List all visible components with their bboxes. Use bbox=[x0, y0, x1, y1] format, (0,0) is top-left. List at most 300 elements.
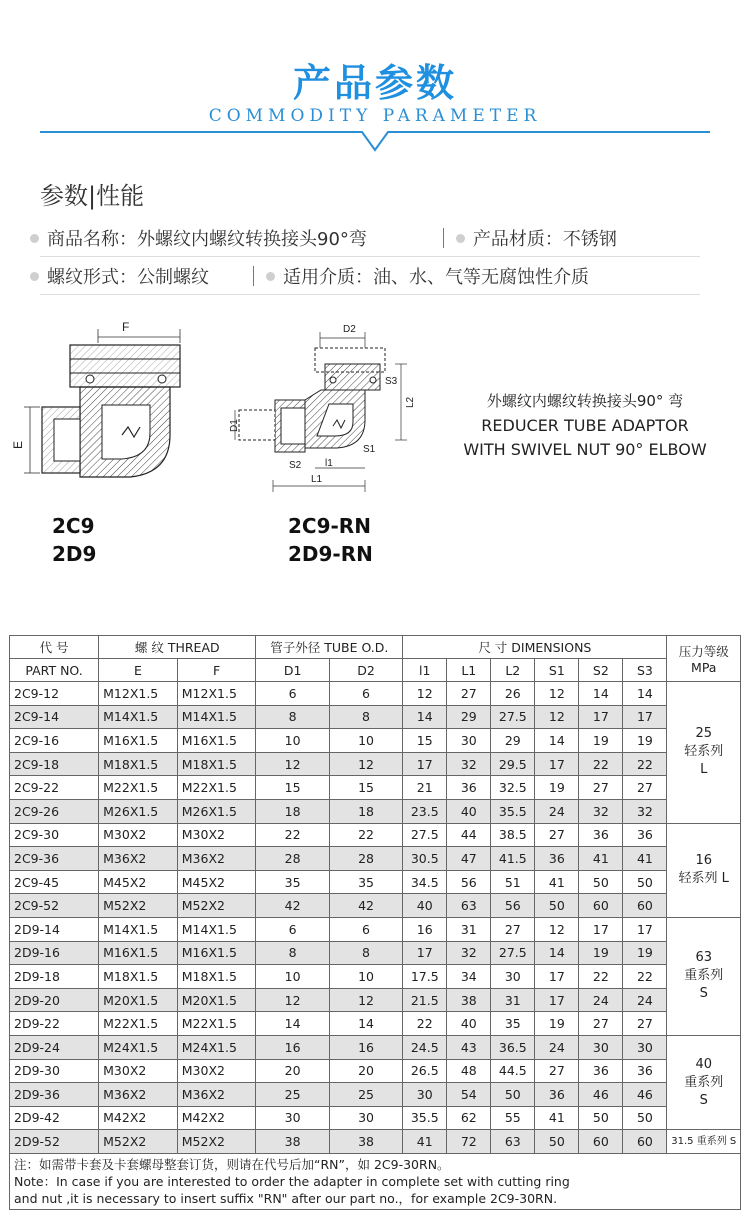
cell-thread-e: M22X1.5 bbox=[99, 776, 178, 800]
cell-part-no: 2D9-52 bbox=[10, 1130, 99, 1154]
pressure-value: 25 bbox=[695, 726, 713, 742]
cell-part-no: 2C9-45 bbox=[10, 870, 99, 894]
cell-dim-s1: 14 bbox=[535, 941, 579, 965]
table-row bbox=[10, 917, 741, 941]
cell-dim-l1: 27 bbox=[447, 682, 491, 706]
cell-dim-s3: 27 bbox=[623, 776, 667, 800]
cell-part-no: 2C9-16 bbox=[10, 729, 99, 753]
cell-tube-d2: 20 bbox=[329, 1059, 402, 1083]
cell-tube-d1: 25 bbox=[256, 1083, 329, 1107]
cell-tube-d2: 18 bbox=[329, 799, 402, 823]
cell-dim-l1: 72 bbox=[447, 1130, 491, 1154]
cell-dim-l1: 40 bbox=[447, 1012, 491, 1036]
cell-dim-s1: 41 bbox=[535, 1106, 579, 1130]
cell-thread-f: M30X2 bbox=[177, 823, 256, 847]
header-s2: S2 bbox=[579, 659, 623, 682]
cell-dim-l1: 44 bbox=[447, 823, 491, 847]
cell-tube-d2: 8 bbox=[329, 705, 402, 729]
cell-dim-l1: 30 bbox=[447, 729, 491, 753]
cell-dim-l1: 62 bbox=[447, 1106, 491, 1130]
cell-dim-l1-small: 16 bbox=[403, 917, 447, 941]
cell-dim-l1-small: 14 bbox=[403, 705, 447, 729]
cell-dim-s1: 12 bbox=[535, 917, 579, 941]
label-s3: S3 bbox=[385, 376, 398, 387]
cell-tube-d2: 10 bbox=[329, 965, 402, 989]
adaptor-name-cn: 外螺纹内螺纹转换接头90° 弯 bbox=[486, 392, 684, 410]
cell-tube-d2: 16 bbox=[329, 1035, 402, 1059]
divider bbox=[443, 228, 444, 248]
cell-part-no: 2C9-12 bbox=[10, 682, 99, 706]
cell-part-no: 2C9-52 bbox=[10, 894, 99, 918]
cell-dim-s1: 12 bbox=[535, 682, 579, 706]
table-row bbox=[10, 941, 741, 965]
adaptor-name-en-line1: REDUCER TUBE ADAPTOR bbox=[481, 416, 689, 435]
cell-dim-l2: 55 bbox=[491, 1106, 535, 1130]
cell-dim-s2: 27 bbox=[579, 776, 623, 800]
pressure-group bbox=[667, 917, 741, 1035]
cell-thread-e: M16X1.5 bbox=[99, 729, 178, 753]
table-row bbox=[10, 1012, 741, 1036]
cell-dim-s2: 41 bbox=[579, 847, 623, 871]
cell-dim-s3: 22 bbox=[623, 965, 667, 989]
cell-tube-d1: 35 bbox=[256, 870, 329, 894]
table-row bbox=[10, 799, 741, 823]
cell-thread-e: M36X2 bbox=[99, 1083, 178, 1107]
cell-thread-e: M30X2 bbox=[99, 1059, 178, 1083]
bullet-icon bbox=[266, 272, 275, 281]
note-line: 注：如需带卡套及卡套螺母整套订货，则请在代号后加“RN”，如 2C9-30RN。 bbox=[14, 1156, 450, 1172]
cell-tube-d1: 38 bbox=[256, 1130, 329, 1154]
row-divider bbox=[40, 256, 700, 257]
cell-dim-l1-small: 23.5 bbox=[403, 799, 447, 823]
props-row-2 bbox=[30, 262, 720, 290]
cell-tube-d1: 28 bbox=[256, 847, 329, 871]
cell-dim-s2: 46 bbox=[579, 1083, 623, 1107]
cell-dim-s3: 19 bbox=[623, 729, 667, 753]
table-row bbox=[10, 1059, 741, 1083]
pressure-group bbox=[667, 1130, 741, 1154]
cell-tube-d2: 15 bbox=[329, 776, 402, 800]
pressure-series: 重系列 bbox=[684, 1074, 724, 1090]
cell-dim-l1-small: 35.5 bbox=[403, 1106, 447, 1130]
cell-dim-s2: 50 bbox=[579, 1106, 623, 1130]
cell-dim-l1: 29 bbox=[447, 705, 491, 729]
cell-dim-s3: 36 bbox=[623, 823, 667, 847]
cell-dim-l1: 34 bbox=[447, 965, 491, 989]
cell-thread-f: M24X1.5 bbox=[177, 1035, 256, 1059]
cell-tube-d1: 6 bbox=[256, 682, 329, 706]
cell-part-no: 2C9-36 bbox=[10, 847, 99, 871]
cell-thread-f: M20X1.5 bbox=[177, 988, 256, 1012]
pressure-code: S bbox=[699, 986, 708, 1002]
cell-dim-s2: 22 bbox=[579, 752, 623, 776]
header-d1: D1 bbox=[256, 659, 329, 682]
cell-dim-l2: 27 bbox=[491, 917, 535, 941]
cell-tube-d1: 22 bbox=[256, 823, 329, 847]
cell-part-no: 2C9-26 bbox=[10, 799, 99, 823]
spec-table bbox=[9, 635, 741, 1210]
cell-tube-d1: 8 bbox=[256, 941, 329, 965]
cell-dim-s2: 60 bbox=[579, 1130, 623, 1154]
cell-dim-s2: 30 bbox=[579, 1035, 623, 1059]
cell-tube-d1: 15 bbox=[256, 776, 329, 800]
table-row bbox=[10, 847, 741, 871]
cell-dim-s1: 12 bbox=[535, 705, 579, 729]
cell-thread-f: M18X1.5 bbox=[177, 965, 256, 989]
cell-thread-f: M22X1.5 bbox=[177, 1012, 256, 1036]
cell-part-no: 2D9-22 bbox=[10, 1012, 99, 1036]
cell-thread-e: M30X2 bbox=[99, 823, 178, 847]
cell-tube-d1: 20 bbox=[256, 1059, 329, 1083]
cell-thread-e: M36X2 bbox=[99, 847, 178, 871]
bullet-icon bbox=[30, 272, 39, 281]
cell-thread-e: M18X1.5 bbox=[99, 752, 178, 776]
cell-thread-e: M52X2 bbox=[99, 894, 178, 918]
cell-dim-l2: 50 bbox=[491, 1083, 535, 1107]
cell-dim-l2: 56 bbox=[491, 894, 535, 918]
label-s1: S1 bbox=[363, 444, 376, 455]
header-l1: L1 bbox=[447, 659, 491, 682]
cell-dim-l2: 63 bbox=[491, 1130, 535, 1154]
cell-thread-e: M22X1.5 bbox=[99, 1012, 178, 1036]
props-row-1 bbox=[30, 224, 720, 252]
cell-dim-l1-small: 41 bbox=[403, 1130, 447, 1154]
pressure-value: 63 bbox=[695, 950, 713, 966]
table-row bbox=[10, 682, 741, 706]
cell-dim-s3: 32 bbox=[623, 799, 667, 823]
cell-tube-d1: 6 bbox=[256, 917, 329, 941]
cell-thread-e: M14X1.5 bbox=[99, 917, 178, 941]
model-codes-right bbox=[288, 512, 373, 568]
table-note bbox=[10, 1153, 741, 1209]
cell-dim-s1: 14 bbox=[535, 729, 579, 753]
cell-dim-l1: 31 bbox=[447, 917, 491, 941]
cell-tube-d1: 18 bbox=[256, 799, 329, 823]
cell-dim-l2: 35 bbox=[491, 1012, 535, 1036]
cell-thread-f: M52X2 bbox=[177, 894, 256, 918]
header-divider bbox=[40, 130, 710, 156]
cell-tube-d2: 42 bbox=[329, 894, 402, 918]
cell-thread-e: M45X2 bbox=[99, 870, 178, 894]
cell-dim-s3: 22 bbox=[623, 752, 667, 776]
cell-thread-e: M14X1.5 bbox=[99, 705, 178, 729]
cell-part-no: 2D9-18 bbox=[10, 965, 99, 989]
cell-dim-l2: 51 bbox=[491, 870, 535, 894]
cell-dim-l2: 35.5 bbox=[491, 799, 535, 823]
cell-dim-l1: 32 bbox=[447, 941, 491, 965]
cell-tube-d1: 8 bbox=[256, 705, 329, 729]
cell-tube-d2: 14 bbox=[329, 1012, 402, 1036]
cell-thread-e: M20X1.5 bbox=[99, 988, 178, 1012]
drawing-2c9-2d9-rn bbox=[225, 320, 425, 500]
cell-tube-d2: 30 bbox=[329, 1106, 402, 1130]
cell-dim-l1-small: 21.5 bbox=[403, 988, 447, 1012]
cell-dim-l2: 32.5 bbox=[491, 776, 535, 800]
header-thread: 螺 纹 THREAD bbox=[99, 636, 256, 659]
table-note-row bbox=[10, 1153, 741, 1209]
cell-tube-d1: 10 bbox=[256, 729, 329, 753]
cell-dim-s3: 50 bbox=[623, 1106, 667, 1130]
cell-thread-f: M42X2 bbox=[177, 1106, 256, 1130]
cell-dim-s2: 24 bbox=[579, 988, 623, 1012]
cell-tube-d1: 12 bbox=[256, 988, 329, 1012]
cell-thread-f: M16X1.5 bbox=[177, 729, 256, 753]
table-row bbox=[10, 823, 741, 847]
cell-dim-s1: 36 bbox=[535, 847, 579, 871]
cell-dim-l2: 27.5 bbox=[491, 705, 535, 729]
cell-tube-d2: 6 bbox=[329, 917, 402, 941]
cell-tube-d2: 6 bbox=[329, 682, 402, 706]
cell-tube-d2: 38 bbox=[329, 1130, 402, 1154]
cell-part-no: 2C9-18 bbox=[10, 752, 99, 776]
section-title: 参数|性能 bbox=[40, 182, 145, 210]
pressure-series: 重系列 bbox=[684, 968, 724, 984]
cell-dim-s1: 24 bbox=[535, 1035, 579, 1059]
cell-tube-d1: 10 bbox=[256, 965, 329, 989]
cell-dim-s3: 17 bbox=[623, 705, 667, 729]
cell-tube-d2: 12 bbox=[329, 988, 402, 1012]
cell-tube-d2: 35 bbox=[329, 870, 402, 894]
drawing-2c9-2d9 bbox=[10, 315, 200, 505]
cell-thread-f: M45X2 bbox=[177, 870, 256, 894]
prop-thread-form: 螺纹形式：公制螺纹 bbox=[30, 263, 209, 289]
pressure-value: 16 bbox=[695, 853, 713, 869]
cell-dim-s1: 17 bbox=[535, 988, 579, 1012]
cell-dim-s2: 19 bbox=[579, 729, 623, 753]
cell-dim-s3: 41 bbox=[623, 847, 667, 871]
header-e: E bbox=[99, 659, 178, 682]
pressure-code: L bbox=[700, 762, 708, 778]
cell-dim-l2: 41.5 bbox=[491, 847, 535, 871]
cell-thread-f: M16X1.5 bbox=[177, 941, 256, 965]
model-code: 2D9 bbox=[52, 542, 97, 566]
header-s1: S1 bbox=[535, 659, 579, 682]
cell-dim-s2: 14 bbox=[579, 682, 623, 706]
cell-dim-l2: 44.5 bbox=[491, 1059, 535, 1083]
table-row bbox=[10, 1083, 741, 1107]
cell-part-no: 2C9-14 bbox=[10, 705, 99, 729]
cell-dim-l1: 54 bbox=[447, 1083, 491, 1107]
pressure-value: 40 bbox=[695, 1056, 713, 1072]
cell-dim-s3: 36 bbox=[623, 1059, 667, 1083]
cell-dim-s3: 60 bbox=[623, 894, 667, 918]
cell-dim-s2: 32 bbox=[579, 799, 623, 823]
cell-thread-e: M42X2 bbox=[99, 1106, 178, 1130]
table-row bbox=[10, 752, 741, 776]
table-row bbox=[10, 705, 741, 729]
table-row bbox=[10, 988, 741, 1012]
cell-dim-s1: 27 bbox=[535, 1059, 579, 1083]
cell-part-no: 2D9-20 bbox=[10, 988, 99, 1012]
cell-thread-e: M18X1.5 bbox=[99, 965, 178, 989]
label-f: F bbox=[122, 320, 130, 334]
label-l1: L1 bbox=[311, 474, 323, 485]
cell-dim-s1: 50 bbox=[535, 1130, 579, 1154]
cell-dim-l2: 27.5 bbox=[491, 941, 535, 965]
cell-dim-l1-small: 24.5 bbox=[403, 1035, 447, 1059]
cell-dim-s1: 17 bbox=[535, 965, 579, 989]
cell-dim-s1: 36 bbox=[535, 1083, 579, 1107]
model-code: 2C9 bbox=[52, 514, 95, 538]
table-row bbox=[10, 776, 741, 800]
cell-dim-s1: 41 bbox=[535, 870, 579, 894]
cell-part-no: 2D9-42 bbox=[10, 1106, 99, 1130]
header-tube: 管子外径 TUBE O.D. bbox=[256, 636, 403, 659]
prop-medium: 适用介质：油、水、气等无腐蚀性介质 bbox=[266, 263, 589, 289]
cell-dim-l1-small: 22 bbox=[403, 1012, 447, 1036]
pressure-series: 轻系列 bbox=[684, 744, 724, 760]
cell-part-no: 2D9-30 bbox=[10, 1059, 99, 1083]
cell-tube-d2: 22 bbox=[329, 823, 402, 847]
cell-thread-e: M52X2 bbox=[99, 1130, 178, 1154]
cell-dim-l1-small: 17 bbox=[403, 941, 447, 965]
table-row bbox=[10, 1035, 741, 1059]
cell-tube-d1: 42 bbox=[256, 894, 329, 918]
cell-dim-s1: 24 bbox=[535, 799, 579, 823]
label-l2: L2 bbox=[405, 396, 416, 408]
pressure-code: S bbox=[699, 1092, 708, 1108]
page-subtitle: COMMODITY PARAMETER bbox=[208, 106, 542, 126]
cell-dim-s2: 36 bbox=[579, 823, 623, 847]
label-s2: S2 bbox=[289, 460, 302, 471]
pressure-group bbox=[667, 1035, 741, 1129]
cell-dim-s3: 24 bbox=[623, 988, 667, 1012]
cell-thread-e: M16X1.5 bbox=[99, 941, 178, 965]
table-row bbox=[10, 894, 741, 918]
cell-dim-l2: 36.5 bbox=[491, 1035, 535, 1059]
cell-dim-l2: 38.5 bbox=[491, 823, 535, 847]
cell-thread-f: M12X1.5 bbox=[177, 682, 256, 706]
cell-dim-s1: 19 bbox=[535, 1012, 579, 1036]
adaptor-name-en bbox=[440, 414, 730, 462]
bullet-icon bbox=[30, 234, 39, 243]
table-header-row-2 bbox=[10, 659, 741, 682]
cell-part-no: 2D9-24 bbox=[10, 1035, 99, 1059]
model-code: 2C9-RN bbox=[288, 514, 371, 538]
cell-dim-s2: 36 bbox=[579, 1059, 623, 1083]
adaptor-name-en-line2: WITH SWIVEL NUT 90° ELBOW bbox=[463, 440, 707, 459]
table-row bbox=[10, 1130, 741, 1154]
cell-dim-l1-small: 26.5 bbox=[403, 1059, 447, 1083]
bullet-icon bbox=[456, 234, 465, 243]
cell-thread-e: M26X1.5 bbox=[99, 799, 178, 823]
label-l1-small: l1 bbox=[325, 458, 333, 469]
cell-tube-d1: 16 bbox=[256, 1035, 329, 1059]
table-header-row-1 bbox=[10, 636, 741, 659]
cell-part-no: 2D9-16 bbox=[10, 941, 99, 965]
note-line: and nut ,it is necessary to insert suffix "RN" after our part no.，for example 2C9-30RN. bbox=[14, 1190, 558, 1206]
cell-dim-l1-small: 21 bbox=[403, 776, 447, 800]
row-divider bbox=[40, 294, 700, 295]
table-row bbox=[10, 965, 741, 989]
cell-tube-d2: 25 bbox=[329, 1083, 402, 1107]
model-code: 2D9-RN bbox=[288, 542, 373, 566]
table-row bbox=[10, 729, 741, 753]
label-e: E bbox=[11, 440, 25, 449]
cell-dim-l1: 43 bbox=[447, 1035, 491, 1059]
cell-tube-d1: 14 bbox=[256, 1012, 329, 1036]
cell-dim-l1: 32 bbox=[447, 752, 491, 776]
header-dimensions: 尺 寸 DIMENSIONS bbox=[403, 636, 667, 659]
divider bbox=[253, 266, 254, 286]
cell-dim-l2: 29.5 bbox=[491, 752, 535, 776]
table-row bbox=[10, 870, 741, 894]
note-line: Note：In case if you are interested to order the adapter in complete set with cutting ring bbox=[14, 1173, 570, 1189]
cell-dim-l1: 36 bbox=[447, 776, 491, 800]
cell-dim-l1-small: 30.5 bbox=[403, 847, 447, 871]
cell-part-no: 2D9-36 bbox=[10, 1083, 99, 1107]
label-d2: D2 bbox=[343, 324, 356, 335]
cell-dim-s3: 50 bbox=[623, 870, 667, 894]
cell-dim-l1: 63 bbox=[447, 894, 491, 918]
cell-dim-l1-small: 40 bbox=[403, 894, 447, 918]
cell-dim-s2: 17 bbox=[579, 917, 623, 941]
prop-material: 产品材质：不锈钢 bbox=[456, 225, 617, 251]
cell-dim-s1: 17 bbox=[535, 752, 579, 776]
cell-dim-s1: 19 bbox=[535, 776, 579, 800]
pressure-group bbox=[667, 823, 741, 917]
pressure-group bbox=[667, 682, 741, 824]
cell-dim-l1-small: 17.5 bbox=[403, 965, 447, 989]
cell-dim-l1-small: 27.5 bbox=[403, 823, 447, 847]
cell-thread-f: M18X1.5 bbox=[177, 752, 256, 776]
cell-dim-s1: 27 bbox=[535, 823, 579, 847]
cell-tube-d2: 8 bbox=[329, 941, 402, 965]
table-row bbox=[10, 1106, 741, 1130]
header-d2: D2 bbox=[329, 659, 402, 682]
cell-dim-s3: 27 bbox=[623, 1012, 667, 1036]
cell-dim-l1-small: 34.5 bbox=[403, 870, 447, 894]
cell-part-no: 2D9-14 bbox=[10, 917, 99, 941]
header-part-no: PART NO. bbox=[10, 659, 99, 682]
cell-thread-f: M14X1.5 bbox=[177, 917, 256, 941]
prop-product-name: 商品名称：外螺纹内螺纹转换接头90°弯 bbox=[30, 225, 367, 251]
cell-dim-s2: 27 bbox=[579, 1012, 623, 1036]
cell-dim-l1: 56 bbox=[447, 870, 491, 894]
cell-thread-f: M26X1.5 bbox=[177, 799, 256, 823]
cell-tube-d2: 28 bbox=[329, 847, 402, 871]
cell-thread-f: M22X1.5 bbox=[177, 776, 256, 800]
cell-thread-f: M36X2 bbox=[177, 847, 256, 871]
cell-dim-l1-small: 12 bbox=[403, 682, 447, 706]
cell-dim-s2: 19 bbox=[579, 941, 623, 965]
cell-part-no: 2C9-30 bbox=[10, 823, 99, 847]
cell-dim-s3: 46 bbox=[623, 1083, 667, 1107]
header-s3: S3 bbox=[623, 659, 667, 682]
cell-dim-l2: 30 bbox=[491, 965, 535, 989]
cell-dim-l1: 38 bbox=[447, 988, 491, 1012]
cell-tube-d1: 12 bbox=[256, 752, 329, 776]
cell-dim-s3: 19 bbox=[623, 941, 667, 965]
cell-dim-l2: 26 bbox=[491, 682, 535, 706]
model-codes-left bbox=[52, 512, 96, 568]
label-d1: D1 bbox=[229, 419, 240, 432]
cell-dim-l2: 29 bbox=[491, 729, 535, 753]
cell-dim-s3: 30 bbox=[623, 1035, 667, 1059]
cell-dim-l2: 31 bbox=[491, 988, 535, 1012]
cell-dim-s1: 50 bbox=[535, 894, 579, 918]
cell-tube-d2: 12 bbox=[329, 752, 402, 776]
header-l2: L2 bbox=[491, 659, 535, 682]
header-f: F bbox=[177, 659, 256, 682]
cell-dim-s2: 60 bbox=[579, 894, 623, 918]
cell-thread-f: M52X2 bbox=[177, 1130, 256, 1154]
pressure-series: 轻系列 L bbox=[678, 871, 729, 887]
header-pressure: 压力等级 MPa bbox=[667, 636, 741, 682]
page-title: 产品参数 bbox=[292, 61, 457, 105]
cell-tube-d1: 30 bbox=[256, 1106, 329, 1130]
cell-thread-f: M30X2 bbox=[177, 1059, 256, 1083]
